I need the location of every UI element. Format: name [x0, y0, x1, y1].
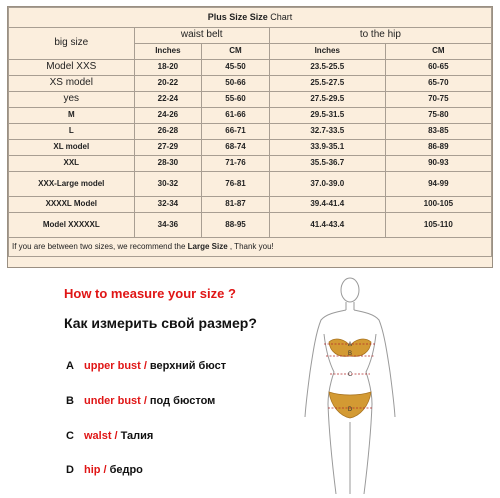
hip-inches: 27.5-29.5 — [269, 92, 385, 108]
waist-cm: 88-95 — [202, 213, 270, 238]
waist-cm: 45-50 — [202, 60, 270, 76]
body-figure-illustration — [296, 272, 404, 498]
waist-cm: 71-76 — [202, 156, 270, 172]
brief-shape — [329, 392, 371, 418]
table-row — [9, 124, 492, 140]
waist-inches: 24-26 — [134, 108, 202, 124]
big-size-header: big size — [9, 28, 135, 60]
hip-inches: 35.5-36.7 — [269, 156, 385, 172]
table-row — [9, 140, 492, 156]
measure-item-c: C walst / Талия — [66, 430, 154, 442]
size-name: yes — [9, 92, 135, 108]
size-name: XXXXL Model — [9, 197, 135, 213]
waist-cm-header: CM — [202, 44, 270, 60]
hip-inches: 37.0-39.0 — [269, 172, 385, 197]
measure-title-en: How to measure your size ? — [64, 286, 236, 301]
size-name: Model XXS — [9, 60, 135, 76]
header-row — [9, 28, 492, 44]
hip-cm: 75-80 — [385, 108, 491, 124]
table-row — [9, 92, 492, 108]
size-note: If you are between two sizes, we recommend the Large Size , Thank you! — [9, 238, 492, 257]
measure-item-a: A upper bust / верхний бюст — [66, 360, 227, 372]
waist-cm: 50-66 — [202, 76, 270, 92]
hip-inches: 41.4-43.4 — [269, 213, 385, 238]
hip-inches: 32.7-33.5 — [269, 124, 385, 140]
label-d: D — [347, 407, 353, 413]
table-row — [9, 213, 492, 238]
waist-cm: 61-66 — [202, 108, 270, 124]
hip-inches: 33.9-35.1 — [269, 140, 385, 156]
hip-cm: 65-70 — [385, 76, 491, 92]
size-name: L — [9, 124, 135, 140]
size-name: M — [9, 108, 135, 124]
hip-inches: 39.4-41.4 — [269, 197, 385, 213]
table-row — [9, 172, 492, 197]
table-row — [9, 76, 492, 92]
hip-cm-header: CM — [385, 44, 491, 60]
hip-inches: 23.5-25.5 — [269, 60, 385, 76]
chart-title: Plus Size Size Chart — [9, 8, 492, 28]
label-a: A — [347, 342, 353, 348]
size-chart — [7, 6, 493, 268]
waist-inches: 30-32 — [134, 172, 202, 197]
measure-item-b: B under bust / под бюстом — [66, 395, 216, 407]
label-b: B — [347, 351, 353, 357]
waist-inches: 20-22 — [134, 76, 202, 92]
waist-cm: 55-60 — [202, 92, 270, 108]
waist-inches: 18-20 — [134, 60, 202, 76]
waist-inches: 28-30 — [134, 156, 202, 172]
waist-inches: 27-29 — [134, 140, 202, 156]
measure-title-ru: Как измерить свой размер? — [64, 315, 257, 331]
hip-cm: 100-105 — [385, 197, 491, 213]
hip-cm: 83-85 — [385, 124, 491, 140]
hip-cm: 70-75 — [385, 92, 491, 108]
size-name: XS model — [9, 76, 135, 92]
label-c: C — [347, 372, 353, 378]
size-name: XXX-Large model — [9, 172, 135, 197]
size-name: XXL — [9, 156, 135, 172]
size-name: XL model — [9, 140, 135, 156]
size-name: Model XXXXXL — [9, 213, 135, 238]
waist-cm: 68-74 — [202, 140, 270, 156]
waist-inches-header: Inches — [134, 44, 202, 60]
hip-cm: 86-89 — [385, 140, 491, 156]
waist-inches: 26-28 — [134, 124, 202, 140]
hip-inches: 25.5-27.5 — [269, 76, 385, 92]
table-row — [9, 156, 492, 172]
note-row — [9, 238, 492, 257]
hip-inches: 29.5-31.5 — [269, 108, 385, 124]
hip-cm: 60-65 — [385, 60, 491, 76]
hip-cm: 90-93 — [385, 156, 491, 172]
body-outline — [305, 278, 395, 494]
hip-cm: 94-99 — [385, 172, 491, 197]
waist-cm: 76-81 — [202, 172, 270, 197]
waist-inches: 22-24 — [134, 92, 202, 108]
waist-cm: 66-71 — [202, 124, 270, 140]
table-row — [9, 108, 492, 124]
measure-item-d: D hip / бедро — [66, 464, 143, 476]
hip-header: to the hip — [269, 28, 491, 44]
waist-inches: 32-34 — [134, 197, 202, 213]
hip-cm: 105-110 — [385, 213, 491, 238]
waist-header: waist belt — [134, 28, 269, 44]
hip-inches-header: Inches — [269, 44, 385, 60]
size-chart-table — [8, 7, 492, 257]
waist-cm: 81-87 — [202, 197, 270, 213]
table-row — [9, 60, 492, 76]
chart-title-row — [9, 8, 492, 28]
waist-inches: 34-36 — [134, 213, 202, 238]
table-row — [9, 197, 492, 213]
